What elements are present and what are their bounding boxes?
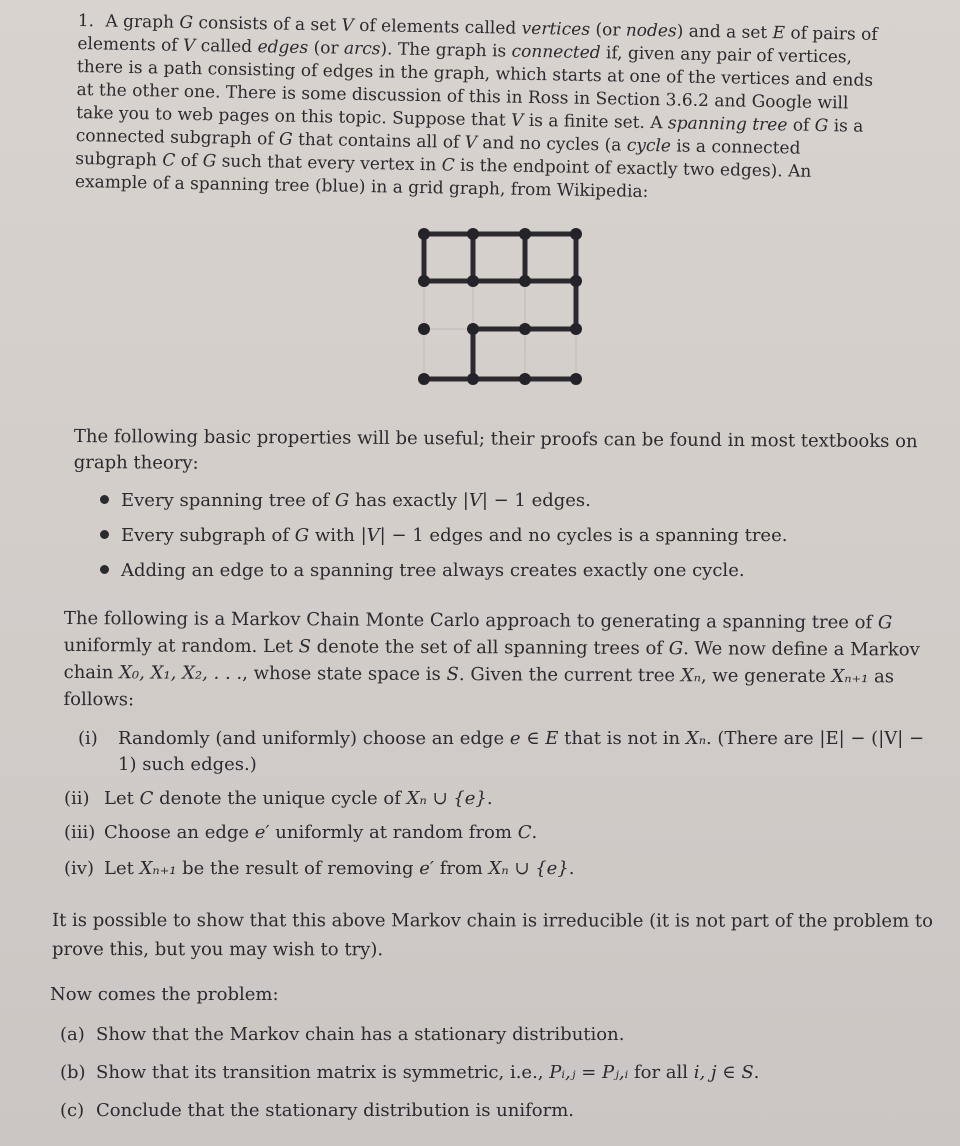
list-item: Every subgraph of G with |V| − 1 edges and no cycles is a spanning tree. bbox=[100, 525, 900, 560]
intro-paragraph: 1. A graph G consists of a set V of elements called vertices (or nodes) and a set E of pairs of elements of V called edges (or arcs). The graph is connected if, given any pair of vertices, there is a path consisting of edges in the graph, which starts at one of the vertices and ends at the other one. There is some discussion of this in Ross in Section 3.6.2 and Google will take you to web pages on this topic. Suppose that V is a finite set. A spanning tree of G is a connected subgraph of G that contains all of V and no cycles (a cycle is a connected subgraph C of G such that every vertex in C is the endpoint of exactly two edges). An example of a spanning tree (blue) in a grid graph, from Wikipedia: bbox=[74, 10, 878, 202]
step-iv: (iv) Let Xₙ₊₁ be the result of removing e′ from Xₙ ∪ {e}. bbox=[64, 858, 575, 879]
graph-vertex bbox=[570, 228, 582, 240]
graph-vertex bbox=[519, 228, 531, 240]
term-spanning-tree: spanning tree bbox=[667, 113, 788, 136]
graph-vertex bbox=[519, 373, 531, 385]
bullet-icon bbox=[100, 565, 109, 574]
term-vertices: vertices bbox=[521, 18, 591, 40]
graph-vertex bbox=[467, 323, 479, 335]
graph-vertex bbox=[418, 275, 430, 287]
graph-vertex bbox=[570, 373, 582, 385]
graph-vertex bbox=[467, 373, 479, 385]
irreducible-paragraph: It is possible to show that this above Markov chain is irreducible (it is not part of the problem to prove this, but you may wish to try). bbox=[51, 910, 933, 961]
properties-list bbox=[100, 490, 900, 595]
graph-vertex bbox=[570, 275, 582, 287]
spanning-tree-figure bbox=[410, 224, 590, 390]
graph-vertex bbox=[467, 228, 479, 240]
part-a: (a) Show that the Markov chain has a stationary distribution. bbox=[60, 1024, 625, 1045]
list-item: Every spanning tree of G has exactly |V| − 1 edges. bbox=[100, 490, 900, 525]
bullet-icon bbox=[100, 495, 109, 504]
part-b: (b) Show that its transition matrix is symmetric, i.e., Pᵢ,ⱼ = Pⱼ,ᵢ for all i, j ∈ S. bbox=[60, 1062, 760, 1083]
problem-intro: Now comes the problem: bbox=[50, 984, 279, 1005]
term-connected: connected bbox=[511, 41, 601, 64]
list-item: Adding an edge to a spanning tree always creates exactly one cycle. bbox=[100, 560, 900, 595]
step-ii: (ii) Let C denote the unique cycle of Xₙ ∪ {e}. bbox=[64, 788, 493, 809]
graph-vertex bbox=[467, 275, 479, 287]
algorithm-steps bbox=[64, 726, 944, 882]
graph-vertex bbox=[519, 323, 531, 335]
term-arcs: arcs bbox=[343, 38, 381, 60]
graph-vertex bbox=[418, 373, 430, 385]
step-iii: (iii) Choose an edge e′ uniformly at random from C. bbox=[64, 822, 538, 843]
graph-vertex bbox=[418, 323, 430, 335]
term-edges: edges bbox=[257, 37, 309, 59]
graph-vertex bbox=[418, 228, 430, 240]
part-c: (c) Conclude that the stationary distribution is uniform. bbox=[60, 1100, 575, 1121]
graph-vertex bbox=[519, 275, 531, 287]
step-i: (i) Randomly (and uniformly) choose an edge e ∈ E that is not in Xₙ. (There are |E| − (|V| − 1) such edges.) bbox=[78, 728, 925, 775]
term-nodes: nodes bbox=[625, 20, 677, 42]
graph-vertex bbox=[570, 323, 582, 335]
problem-parts bbox=[60, 1024, 920, 1138]
mcmc-paragraph: The following is a Markov Chain Monte Carlo approach to generating a spanning tree of G uniformly at random. Let S denote the set of all spanning trees of G. We now define a Markov chain X₀, X₁, X₂, . . ., whose state space is S. Given the current tree Xₙ, we generate Xₙ₊₁ as follows: bbox=[63, 607, 920, 711]
properties-intro: The following basic properties will be useful; their proofs can be found in most textbooks on graph theory: bbox=[73, 425, 918, 474]
problem-number: 1. bbox=[77, 10, 95, 32]
bullet-icon bbox=[100, 530, 109, 539]
term-cycle: cycle bbox=[626, 135, 672, 157]
